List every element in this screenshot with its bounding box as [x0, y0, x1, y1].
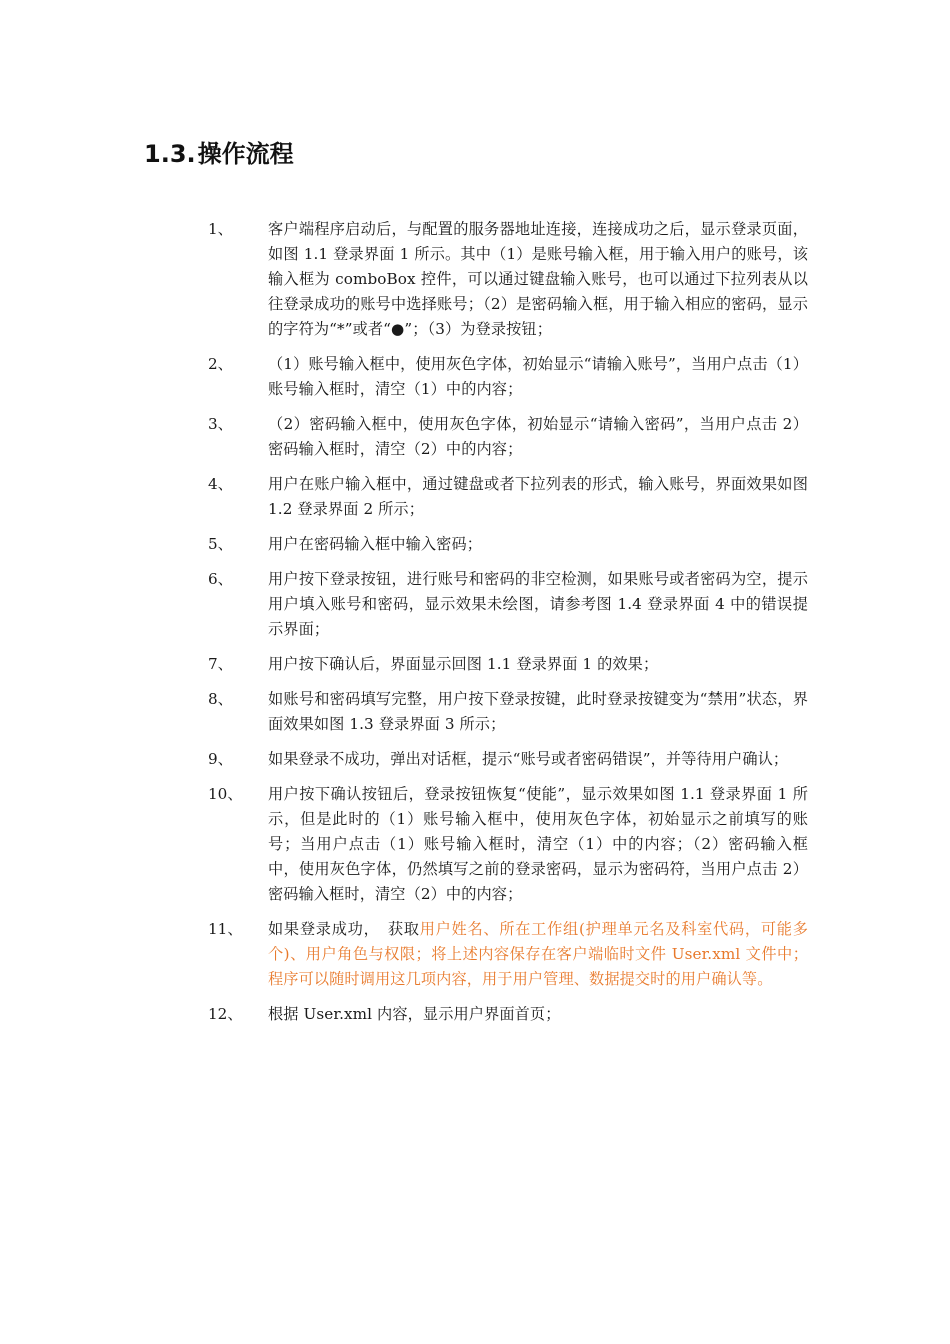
- step-number: 12、: [208, 1005, 243, 1023]
- list-item: [208, 687, 808, 737]
- step-number: 8、: [208, 690, 233, 708]
- step-text-highlight: 用户姓名、所在工作组(护理单元名及科室代码，可能多个)、用户角色与权限；将上述内容保存在客户端临时文件 User.xml 文件中；程序可以随时调用这几项内容，用于用户管理、数据提交时的用户确认等。: [268, 920, 808, 988]
- section-title: 操作流程: [197, 140, 294, 168]
- step-number: 11、: [208, 920, 243, 938]
- list-item: [208, 652, 808, 677]
- step-text: （2）密码输入框中，使用灰色字体，初始显示“请输入密码”，当用户点击 2）密码输入框时，清空（2）中的内容；: [268, 415, 808, 458]
- step-list: [208, 217, 808, 1037]
- step-text-plain: 如果登录成功， 获取: [268, 920, 420, 938]
- step-text: 用户在密码输入框中输入密码；: [268, 535, 483, 553]
- list-item: [208, 412, 808, 462]
- list-item: [208, 532, 808, 557]
- step-text: 根据 User.xml 内容，显示用户界面首页；: [268, 1005, 561, 1023]
- list-item: [208, 1002, 808, 1027]
- step-text: 客户端程序启动后，与配置的服务器地址连接，连接成功之后，显示登录页面，如图 1.1 登录界面 1 所示。其中（1）是账号输入框，用于输入用户的账号，该输入框为 comboBox 控件，可以通过键盘输入账号，也可以通过下拉列表从以往登录成功的账号中选择账号；（2）是密码输入框，用于输入相应的密码，显示的字符为“*”或者“●”；（3）为登录按钮；: [268, 220, 808, 338]
- section-heading: [144, 134, 294, 169]
- step-text: 用户按下登录按钮，进行账号和密码的非空检测，如果账号或者密码为空，提示用户填入账号和密码，显示效果未绘图，请参考图 1.4 登录界面 4 中的错误提示界面；: [268, 570, 808, 638]
- list-item: [208, 747, 808, 772]
- step-number: 3、: [208, 415, 233, 433]
- step-text: 用户按下确认按钮后，登录按钮恢复“使能”，显示效果如图 1.1 登录界面 1 所示，但是此时的（1）账号输入框中，使用灰色字体，初始显示之前填写的账号；当用户点击（1）账号输入框时，清空（1）中的内容；（2）密码输入框中，使用灰色字体，仍然填写之前的登录密码，显示为密码符，当用户点击 2）密码输入框时，清空（2）中的内容；: [268, 785, 808, 903]
- step-number: 5、: [208, 535, 233, 553]
- step-text: 如账号和密码填写完整，用户按下登录按键，此时登录按键变为“禁用”状态，界面效果如图 1.3 登录界面 3 所示；: [268, 690, 808, 733]
- section-number: 1.3.: [144, 140, 196, 168]
- step-number: 6、: [208, 570, 233, 588]
- step-number: 9、: [208, 750, 233, 768]
- step-text: [268, 917, 808, 992]
- step-text: （1）账号输入框中，使用灰色字体，初始显示“请输入账号”，当用户点击（1）账号输入框时，清空（1）中的内容；: [268, 355, 808, 398]
- step-text: 用户按下确认后，界面显示回图 1.1 登录界面 1 的效果；: [268, 655, 659, 673]
- list-item: [208, 352, 808, 402]
- list-item: [208, 567, 808, 642]
- step-text: 如果登录不成功，弹出对话框，提示“账号或者密码错误”，并等待用户确认；: [268, 750, 789, 768]
- step-number: 4、: [208, 475, 233, 493]
- list-item: [208, 217, 808, 342]
- step-number: 1、: [208, 220, 233, 238]
- step-text: 用户在账户输入框中，通过键盘或者下拉列表的形式，输入账号，界面效果如图 1.2 登录界面 2 所示；: [268, 475, 808, 518]
- step-number: 2、: [208, 355, 233, 373]
- step-number: 7、: [208, 655, 233, 673]
- list-item: [208, 917, 808, 992]
- list-item: [208, 472, 808, 522]
- list-item: [208, 782, 808, 907]
- step-number: 10、: [208, 785, 243, 803]
